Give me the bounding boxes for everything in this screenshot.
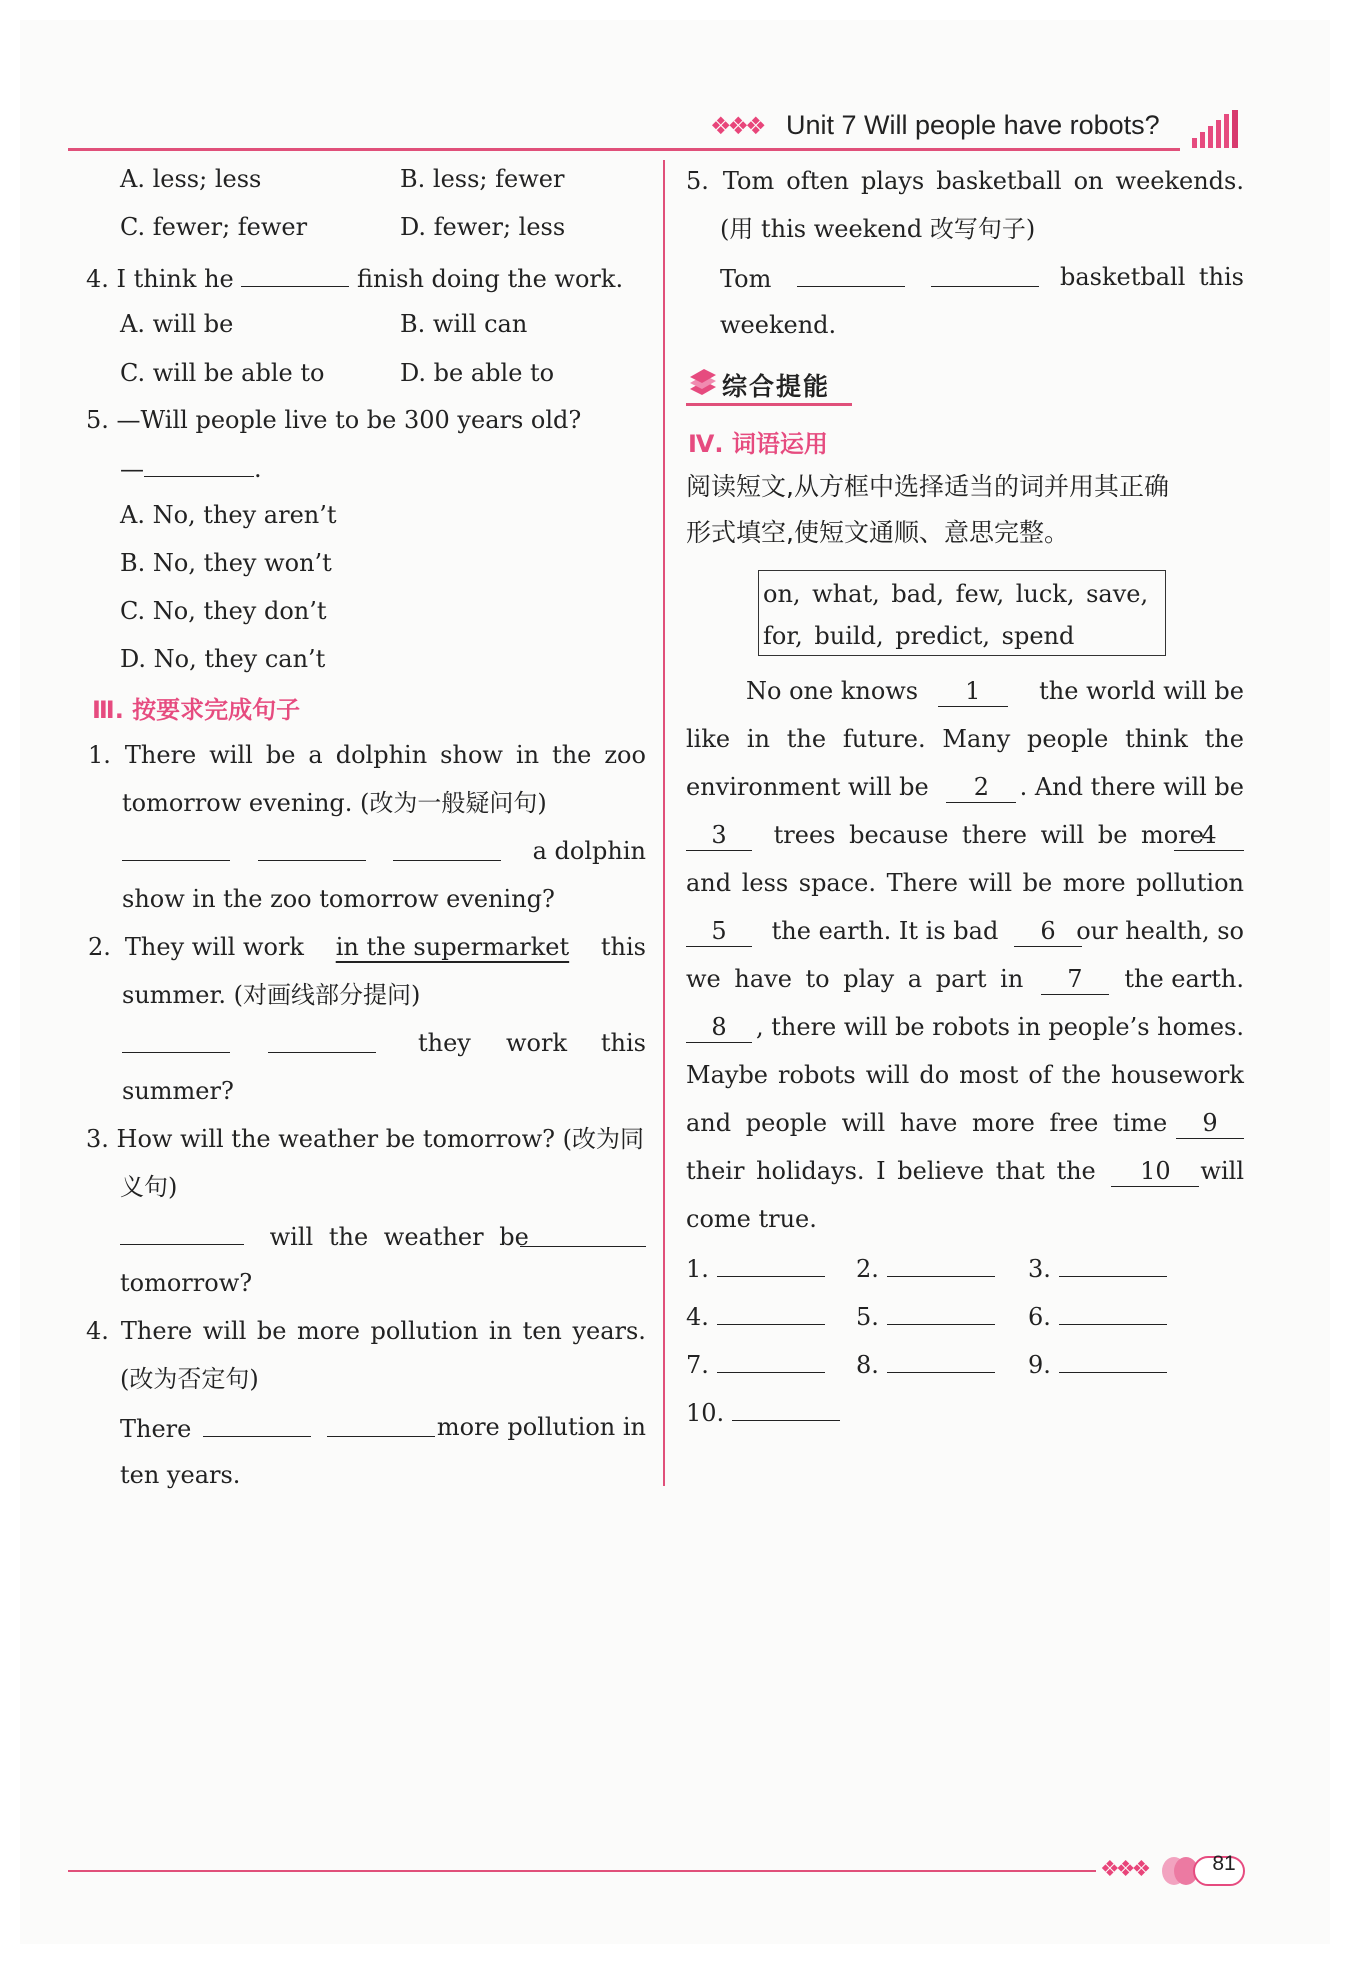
passage-text: will — [1200, 1157, 1244, 1185]
q4-option-d: D. be able to — [400, 359, 555, 387]
stacked-books-icon — [686, 367, 720, 401]
r5-number: 5. — [686, 167, 709, 195]
passage-text: environment will be — [686, 773, 929, 801]
badge-label: 综合提能 — [722, 372, 831, 401]
passage-text: , there will be robots in people’s homes. — [756, 1013, 1244, 1041]
q4-text-post: finish doing the work. — [357, 265, 624, 293]
s1-line3 — [122, 836, 646, 868]
passage-text: and people will have more free time — [686, 1109, 1168, 1137]
answer-blank[interactable] — [797, 262, 905, 287]
r5-word-basketball: basketball — [1060, 263, 1186, 291]
answer-item-7 — [686, 1348, 825, 1380]
s4-line1 — [86, 1316, 646, 1346]
answer-label: 2. — [856, 1255, 879, 1283]
s2-word-they: they — [418, 1029, 471, 1057]
word-box-line1: on, what, bad, few, luck, save, — [763, 580, 1149, 608]
passage-text: we have to play a part in — [686, 965, 1024, 993]
gap-6[interactable]: 6 — [1014, 916, 1082, 947]
passage-line6 — [686, 916, 1244, 947]
passage-line9: Maybe robots will do most of the housework — [686, 1061, 1244, 1089]
q5-number: 5. — [86, 406, 109, 434]
s4-line4: ten years. — [120, 1461, 241, 1489]
s1-line2: tomorrow evening. (改为一般疑问句) — [122, 789, 547, 817]
gap-3[interactable]: 3 — [686, 820, 752, 851]
s2-line3 — [122, 1028, 646, 1060]
footer-rule — [68, 1870, 1096, 1872]
answer-blank[interactable] — [887, 1348, 995, 1373]
s3-line3 — [120, 1220, 646, 1252]
passage-line7 — [686, 964, 1244, 995]
answer-blank[interactable] — [887, 1252, 995, 1277]
answer-item-9 — [1028, 1348, 1167, 1380]
answer-blank[interactable] — [931, 262, 1039, 287]
bar-chart-icon — [1188, 108, 1248, 150]
answer-blank[interactable] — [1059, 1348, 1167, 1373]
q5-option-c: C. No, they don’t — [120, 597, 327, 625]
s2-text-pre: They will work — [124, 933, 304, 961]
passage-text: the earth. — [1124, 965, 1244, 993]
s4-text: There will be more pollution in ten years. — [120, 1317, 646, 1345]
answer-blank[interactable] — [717, 1348, 825, 1373]
s3-line1 — [86, 1124, 644, 1154]
s3-text: How will the weather be tomorrow? (改为同 — [116, 1125, 644, 1153]
answer-blank[interactable] — [144, 452, 254, 477]
answer-label: 6. — [1028, 1303, 1051, 1331]
passage-text: No one knows — [746, 677, 919, 705]
answer-item-8 — [856, 1348, 995, 1380]
page-header — [68, 108, 1248, 158]
s1-line3-tail: a dolphin — [532, 837, 646, 865]
s4-text-pre: There — [120, 1415, 192, 1443]
q5-answer-prefix: — — [120, 455, 144, 483]
answer-item-4 — [686, 1300, 825, 1332]
diamond-arrows-icon: ❖❖❖ — [710, 112, 763, 140]
passage-line2: like in the future. Many people think the — [686, 725, 1244, 753]
q4-text-pre: I think he — [116, 265, 234, 293]
header-rule — [68, 148, 1180, 151]
s1-number: 1. — [88, 741, 111, 769]
s4-text-post: more pollution in — [436, 1413, 646, 1441]
s3-line2: 义句) — [120, 1173, 178, 1201]
passage-text: the world will be — [1039, 677, 1244, 705]
s2-number: 2. — [88, 933, 111, 961]
section-4-title: Ⅳ. 词语运用 — [688, 430, 828, 458]
gap-9[interactable]: 9 — [1176, 1108, 1244, 1139]
answer-label: 7. — [686, 1351, 709, 1379]
q3-option-a: A. less; less — [120, 165, 262, 193]
section-badge — [686, 365, 856, 407]
page-number: 81 — [1212, 1852, 1236, 1875]
answer-blank[interactable] — [393, 836, 501, 861]
column-divider — [663, 160, 665, 1486]
passage-text: trees because there will be more — [773, 821, 1204, 849]
q5-question — [86, 405, 581, 435]
r5-text: Tom often plays basketball on weekends. — [722, 167, 1244, 195]
s2-line2: summer. (对画线部分提问) — [122, 981, 421, 1009]
r5-line2: (用 this weekend 改写句子) — [720, 215, 1036, 243]
r5-word-this: this — [1198, 263, 1244, 291]
answer-label: 4. — [686, 1303, 709, 1331]
q5-answer-line — [120, 452, 262, 484]
answer-item-1 — [686, 1252, 825, 1284]
answer-blank[interactable] — [327, 1412, 435, 1437]
s2-word-this: this — [600, 1029, 646, 1057]
passage-line10 — [686, 1108, 1244, 1138]
answer-label: 1. — [686, 1255, 709, 1283]
passage-line4 — [686, 820, 1244, 851]
q4-option-c: C. will be able to — [120, 359, 325, 387]
answer-blank[interactable] — [732, 1396, 840, 1421]
s2-line4: summer? — [122, 1077, 234, 1105]
r5-line3 — [720, 262, 1244, 294]
s2-text-post: this — [600, 933, 646, 961]
answer-blank[interactable] — [268, 1028, 376, 1053]
q5-option-d: D. No, they can’t — [120, 645, 326, 673]
passage-line5: and less space. There will be more pollution — [686, 869, 1244, 897]
answer-blank[interactable] — [258, 836, 366, 861]
s2-word-work: work — [506, 1029, 568, 1057]
s4-number: 4. — [86, 1317, 109, 1345]
passage-text: the earth. It is bad — [771, 917, 999, 945]
unit-title: Unit 7 Will people have robots? — [786, 110, 1160, 140]
answer-blank[interactable] — [717, 1300, 825, 1325]
answer-blank[interactable] — [887, 1300, 995, 1325]
answer-item-2 — [856, 1252, 995, 1284]
answer-item-6 — [1028, 1300, 1167, 1332]
answer-blank[interactable] — [1059, 1252, 1167, 1277]
gap-10[interactable]: 10 — [1111, 1156, 1199, 1187]
answer-label: 8. — [856, 1351, 879, 1379]
answer-item-3 — [1028, 1252, 1167, 1284]
passage-line11 — [686, 1156, 1244, 1187]
answer-label: 5. — [856, 1303, 879, 1331]
gap-8[interactable]: 8 — [686, 1012, 752, 1043]
section-3-title: Ⅲ. 按要求完成句子 — [92, 696, 301, 724]
q5-option-a: A. No, they aren’t — [120, 501, 337, 529]
passage-line1 — [746, 676, 1244, 707]
s1-line4: show in the zoo tomorrow evening? — [122, 885, 555, 913]
answer-label: 3. — [1028, 1255, 1051, 1283]
s2-underlined-phrase: in the supermarket — [335, 933, 570, 961]
instruction-line2: 形式填空,使短文通顺、意思完整。 — [686, 518, 1069, 547]
q5-text: —Will people live to be 300 years old? — [116, 406, 582, 434]
answer-blank[interactable] — [717, 1252, 825, 1277]
s3-number: 3. — [86, 1125, 109, 1153]
answer-blank[interactable] — [122, 836, 230, 861]
r5-line1 — [686, 166, 1244, 196]
q4-option-b: B. will can — [400, 310, 528, 338]
answer-blank[interactable] — [120, 1220, 244, 1245]
passage-text: their holidays. I believe that the — [686, 1157, 1096, 1185]
s2-text — [125, 932, 646, 962]
passage-text: our health, so — [1076, 917, 1244, 945]
diamond-arrows-icon: ❖❖❖ — [1100, 1857, 1148, 1882]
gap-1[interactable]: 1 — [938, 676, 1008, 707]
q5-answer-suffix: . — [254, 455, 262, 483]
q4-option-a: A. will be — [120, 310, 234, 338]
s4-line3 — [120, 1412, 646, 1444]
answer-blank[interactable] — [203, 1412, 311, 1437]
s4-line2: (改为否定句) — [120, 1365, 259, 1393]
answer-blank[interactable] — [122, 1028, 230, 1053]
q4-question — [86, 262, 623, 294]
passage-text: . And there will be — [1019, 773, 1244, 801]
s3-text-mid: will the weather be — [269, 1223, 529, 1251]
q3-option-d: D. fewer; less — [400, 213, 566, 241]
r5-word-tom: Tom — [720, 265, 772, 293]
r5-line4: weekend. — [720, 311, 837, 339]
gap-5[interactable]: 5 — [686, 916, 752, 947]
s1-text: There will be a dolphin show in the zoo — [124, 741, 646, 769]
answer-blank[interactable] — [241, 262, 349, 287]
gap-2[interactable]: 2 — [946, 772, 1016, 803]
answer-item-10 — [686, 1396, 840, 1428]
s2-line1 — [88, 932, 646, 962]
answer-label: 10. — [686, 1399, 725, 1427]
answer-label: 9. — [1028, 1351, 1051, 1379]
q3-option-c: C. fewer; fewer — [120, 213, 308, 241]
passage-line12: come true. — [686, 1205, 817, 1233]
answer-blank[interactable] — [520, 1222, 646, 1247]
q5-option-b: B. No, they won’t — [120, 549, 332, 577]
word-box-line2: for, build, predict, spend — [763, 622, 1075, 650]
s1-line1 — [88, 740, 646, 770]
instruction-line1: 阅读短文,从方框中选择适当的词并用其正确 — [686, 472, 1169, 501]
gap-7[interactable]: 7 — [1041, 964, 1109, 995]
passage-line3 — [686, 772, 1244, 803]
answer-blank[interactable] — [1059, 1300, 1167, 1325]
q3-option-b: B. less; fewer — [400, 165, 565, 193]
badge-underline — [686, 403, 852, 406]
gap-4[interactable]: 4 — [1174, 820, 1244, 851]
q4-number: 4. — [86, 265, 109, 293]
passage-line8 — [686, 1012, 1244, 1043]
answer-item-5 — [856, 1300, 995, 1332]
s3-line4: tomorrow? — [120, 1269, 253, 1297]
word-box — [758, 570, 1166, 656]
